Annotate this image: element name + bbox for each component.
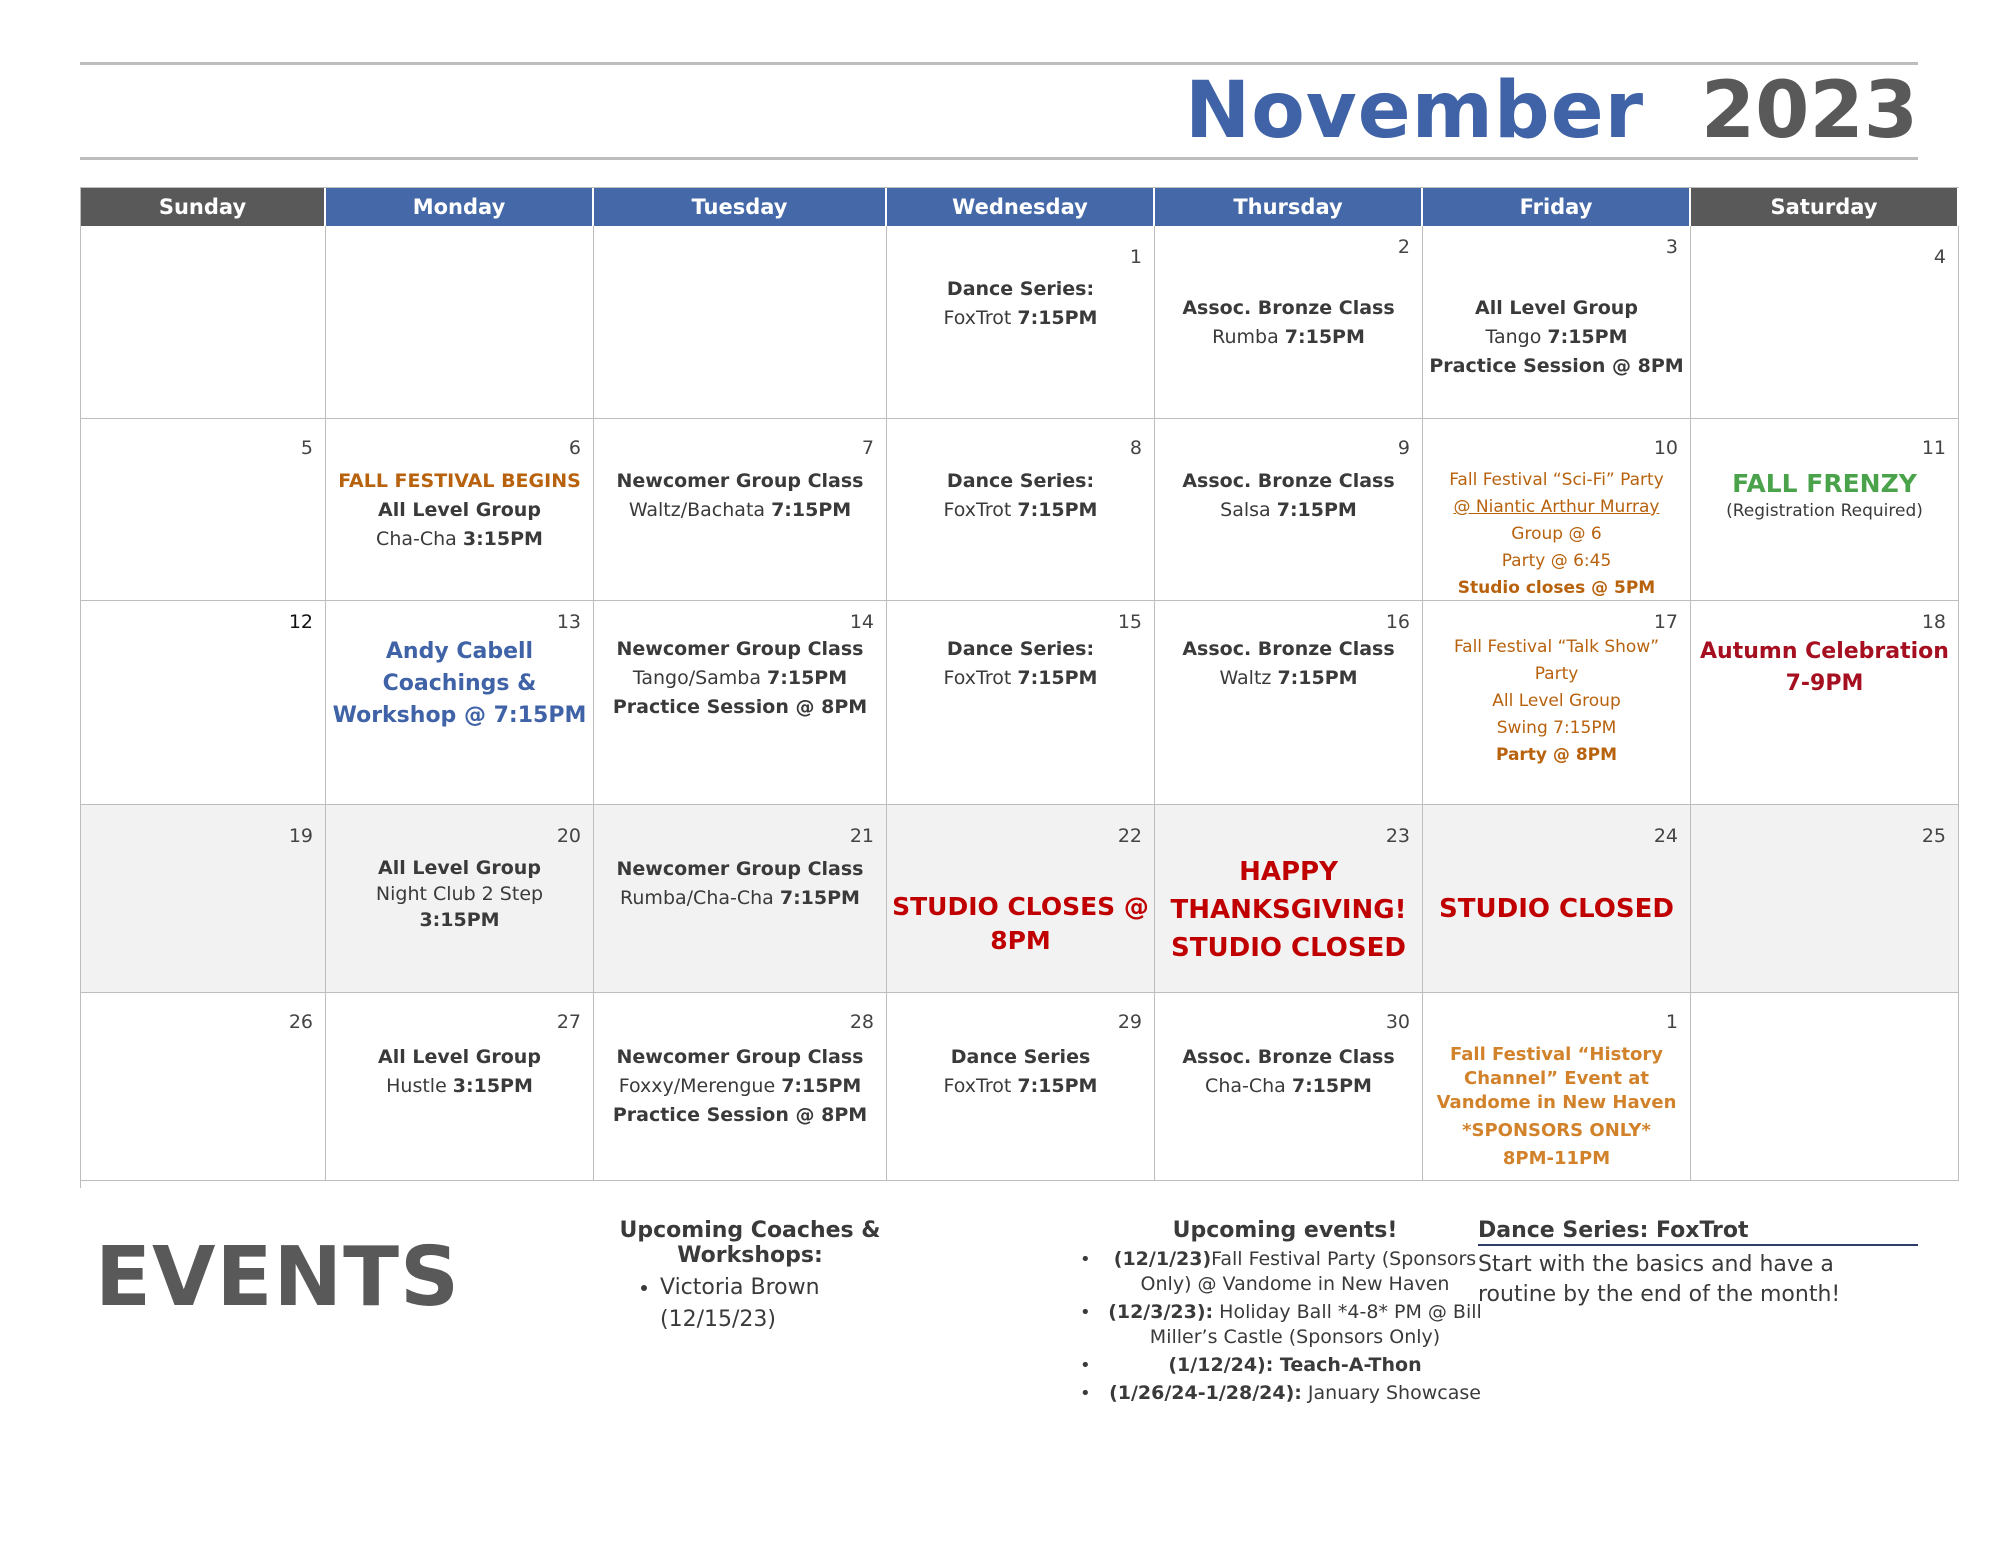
event-detail: Swing 7:15PM	[1496, 718, 1617, 738]
event-detail	[594, 1072, 886, 1101]
event-title: Dance Series:	[946, 638, 1095, 660]
day-number: 27	[556, 1011, 581, 1033]
day-events	[887, 275, 1154, 333]
day-number: 6	[568, 437, 581, 459]
event-holiday: HAPPY	[1239, 857, 1338, 887]
coach-item: • Victoria Brown (12/15/23)	[660, 1272, 940, 1336]
event-time: 7:15PM	[781, 1075, 862, 1097]
event-style: Cha-Cha	[1205, 1075, 1292, 1097]
weekday-wednesday: Wednesday	[887, 188, 1155, 226]
weekday-monday: Monday	[326, 188, 594, 226]
day-number: 23	[1385, 825, 1410, 847]
weekday-saturday: Saturday	[1691, 188, 1959, 226]
coaches-list	[560, 1272, 940, 1336]
event-time: 7:15PM	[767, 667, 848, 689]
event-fall-frenzy: FALL FRENZY	[1732, 469, 1917, 498]
event-style: FoxTrot	[943, 499, 1018, 521]
day-number: 1	[1129, 246, 1142, 268]
event-style: FoxTrot	[943, 307, 1018, 329]
day-cell-empty	[81, 226, 326, 419]
day-cell-3	[1423, 226, 1691, 419]
event-autumn-celebration: Autumn Celebration	[1700, 639, 1949, 664]
event-style: Foxxy/Merengue	[618, 1075, 782, 1097]
event-style: Night Club 2 Step	[375, 883, 544, 905]
day-cell-10	[1423, 419, 1691, 601]
event-detail	[326, 1072, 593, 1101]
day-cell-1	[887, 226, 1155, 419]
upcoming-text: Fall Festival Party (Sponsors Only) @ Vandome in New Haven	[1140, 1248, 1477, 1295]
day-cell-16	[1155, 601, 1423, 805]
upcoming-heading: Upcoming events!	[1172, 1218, 1398, 1243]
day-cell-19	[81, 805, 326, 993]
day-number: 12	[288, 611, 313, 633]
event-time: 7:15PM	[1276, 499, 1357, 521]
day-number: 22	[1117, 825, 1142, 847]
event-style: Rumba/Cha-Cha	[620, 887, 780, 909]
day-cell-20	[326, 805, 594, 993]
event-title: Newcomer Group Class	[616, 1046, 864, 1068]
day-number: 16	[1385, 611, 1410, 633]
day-events	[1155, 635, 1422, 693]
day-number: 29	[1117, 1011, 1142, 1033]
day-number: 13	[556, 611, 581, 633]
event-festival: Fall Festival “History	[1450, 1044, 1663, 1065]
event-festival: FALL FESTIVAL BEGINS	[338, 470, 581, 492]
event-time: 7:15PM	[1017, 1075, 1098, 1097]
weekday-sunday: Sunday	[81, 188, 326, 226]
upcoming-date: (1/26/24-1/28/24):	[1109, 1382, 1302, 1404]
event-time: 7-9PM	[1785, 671, 1864, 696]
dance-series-heading: Dance Series: FoxTrot	[1478, 1218, 1918, 1246]
event-time: 7:15PM	[1277, 667, 1358, 689]
top-rule	[80, 62, 1918, 65]
event-time: 3:15PM	[452, 1075, 533, 1097]
event-time: 7:15PM	[779, 887, 860, 909]
upcoming-date: (1/12/24): Teach-A-Thon	[1168, 1354, 1422, 1376]
day-cell-27	[326, 993, 594, 1181]
day-number: 1	[1665, 1011, 1678, 1033]
day-events	[1691, 636, 1958, 700]
day-number: 9	[1397, 437, 1410, 459]
day-events	[1691, 469, 1958, 525]
day-number: 11	[1921, 437, 1946, 459]
event-title: Dance Series:	[946, 278, 1095, 300]
dance-series-section	[1478, 1218, 1918, 1310]
upcoming-date: (12/3/23):	[1108, 1301, 1214, 1323]
day-cell-13	[326, 601, 594, 805]
event-detail	[326, 525, 593, 554]
event-practice: Practice Session @ 8PM	[612, 696, 868, 718]
event-time: 7:15PM	[1017, 499, 1098, 521]
day-number: 3	[1665, 236, 1678, 258]
day-number: 18	[1921, 611, 1946, 633]
event-time: 7:15PM	[1017, 667, 1098, 689]
day-cell-12	[81, 601, 326, 805]
day-events	[594, 855, 886, 913]
event-coach: Andy Cabell	[385, 639, 534, 664]
event-style: Rumba	[1212, 326, 1285, 348]
coaches-heading: Upcoming Coaches & Workshops:	[619, 1218, 881, 1268]
event-detail	[1155, 664, 1422, 693]
event-studio-closed: STUDIO CLOSED	[1171, 933, 1406, 963]
day-events	[1423, 890, 1690, 928]
month-title: November	[1185, 66, 1645, 156]
event-title: All Level Group	[1475, 297, 1638, 319]
weekday-friday: Friday	[1423, 188, 1691, 226]
weekday-thursday: Thursday	[1155, 188, 1423, 226]
day-cell-11	[1691, 419, 1959, 601]
event-group-time: Group @ 6	[1511, 524, 1602, 544]
event-sponsors-note: *SPONSORS ONLY*	[1462, 1120, 1651, 1141]
day-number: 15	[1117, 611, 1142, 633]
event-detail	[1155, 1072, 1422, 1101]
event-title: Assoc. Bronze Class	[1182, 638, 1395, 660]
upcoming-item	[1070, 1381, 1500, 1406]
day-number: 26	[288, 1011, 313, 1033]
event-title: Newcomer Group Class	[616, 470, 864, 492]
event-title: Newcomer Group Class	[616, 858, 864, 880]
day-cell-28	[594, 993, 887, 1181]
day-events	[326, 636, 593, 732]
upcoming-item	[1070, 1353, 1500, 1378]
day-events	[1155, 853, 1422, 967]
weekday-tuesday: Tuesday	[594, 188, 887, 226]
day-number: 19	[288, 825, 313, 847]
event-style: Tango/Samba	[632, 667, 768, 689]
event-location-link[interactable]: @ Niantic Arthur Murray	[1453, 497, 1660, 517]
title-rule	[80, 157, 1918, 160]
day-cell-7	[594, 419, 887, 601]
day-events	[1423, 1043, 1690, 1171]
day-cell-9	[1155, 419, 1423, 601]
day-number: 24	[1653, 825, 1678, 847]
event-title: Assoc. Bronze Class	[1182, 1046, 1395, 1068]
event-title: Assoc. Bronze Class	[1182, 470, 1395, 492]
upcoming-events-section	[1070, 1218, 1500, 1409]
calendar-grid	[80, 187, 1959, 1188]
year-title: 2023	[1700, 66, 1918, 156]
day-events	[1423, 294, 1690, 381]
day-events	[1155, 467, 1422, 525]
day-cell-14	[594, 601, 887, 805]
day-number: 21	[849, 825, 874, 847]
day-number: 30	[1385, 1011, 1410, 1033]
event-coach: Workshop @ 7:15PM	[332, 703, 587, 728]
day-number: 8	[1129, 437, 1142, 459]
event-time: 3:15PM	[419, 909, 500, 931]
event-title: Dance Series:	[946, 470, 1095, 492]
day-cell-18	[1691, 601, 1959, 805]
event-detail	[1155, 323, 1422, 352]
upcoming-date: (12/1/23)	[1113, 1248, 1212, 1270]
event-festival: Fall Festival “Sci-Fi” Party	[1449, 470, 1664, 490]
day-events	[326, 1043, 593, 1101]
day-cell-26	[81, 993, 326, 1181]
event-detail	[594, 884, 886, 913]
event-title: All Level Group	[378, 857, 541, 879]
day-number: 14	[849, 611, 874, 633]
day-cell-22	[887, 805, 1155, 993]
coaches-section	[560, 1218, 940, 1336]
event-festival: Channel” Event at	[1464, 1068, 1649, 1089]
event-style: Salsa	[1220, 499, 1277, 521]
day-number: 28	[849, 1011, 874, 1033]
day-number: 17	[1653, 611, 1678, 633]
event-detail	[594, 496, 886, 525]
event-practice: Practice Session @ 8PM	[612, 1104, 868, 1126]
day-cell-empty	[326, 226, 594, 419]
event-party-time: Party @ 8PM	[1495, 745, 1618, 765]
event-location: Vandome in New Haven	[1436, 1092, 1677, 1113]
day-events	[887, 1043, 1154, 1101]
event-title: All Level Group	[378, 499, 541, 521]
day-number: 7	[861, 437, 874, 459]
day-cell-17	[1423, 601, 1691, 805]
day-cell-23	[1155, 805, 1423, 993]
event-detail	[887, 304, 1154, 333]
upcoming-item	[1070, 1247, 1500, 1297]
event-style: Tango	[1485, 326, 1548, 348]
event-title: All Level Group	[378, 1046, 541, 1068]
event-detail	[594, 664, 886, 693]
event-studio-closed: STUDIO CLOSED	[1439, 894, 1674, 924]
event-detail	[887, 664, 1154, 693]
day-cell-29	[887, 993, 1155, 1181]
dance-series-description: Start with the basics and have a routine by the end of the month!	[1478, 1252, 1841, 1307]
event-studio-closes: STUDIO CLOSES @	[892, 892, 1149, 921]
upcoming-text: January Showcase	[1301, 1382, 1481, 1404]
day-number: 25	[1921, 825, 1946, 847]
event-party-time: Party @ 6:45	[1501, 551, 1612, 571]
day-events	[1423, 634, 1690, 769]
day-number: 2	[1397, 236, 1410, 258]
event-studio-closes: Studio closes @ 5PM	[1457, 578, 1656, 598]
event-style: Cha-Cha	[376, 528, 463, 550]
day-events	[887, 890, 1154, 958]
day-cell-dec-1	[1423, 993, 1691, 1181]
events-title: EVENTS	[95, 1230, 461, 1325]
upcoming-list	[1070, 1247, 1500, 1406]
day-events	[1155, 1043, 1422, 1101]
event-detail	[1423, 323, 1690, 352]
event-coach: Coachings &	[382, 671, 537, 696]
event-style: Waltz/Bachata	[628, 499, 772, 521]
day-cell-21	[594, 805, 887, 993]
day-events	[594, 1043, 886, 1130]
event-title: All Level Group	[1492, 691, 1621, 711]
day-cell-24	[1423, 805, 1691, 993]
day-cell-6	[326, 419, 594, 601]
day-events	[326, 855, 593, 933]
day-cell-5	[81, 419, 326, 601]
day-events	[887, 467, 1154, 525]
event-title: Dance Series	[950, 1046, 1091, 1068]
event-time: 7:15PM	[1284, 326, 1365, 348]
event-time: 7:15PM	[1547, 326, 1628, 348]
day-events	[887, 635, 1154, 693]
day-number: 5	[300, 437, 313, 459]
event-time: 3:15PM	[462, 528, 543, 550]
event-style: FoxTrot	[943, 1075, 1018, 1097]
event-detail	[887, 1072, 1154, 1101]
day-cell-15	[887, 601, 1155, 805]
event-style: Waltz	[1219, 667, 1278, 689]
event-time: 7:15PM	[1291, 1075, 1372, 1097]
day-cell-empty	[1691, 993, 1959, 1181]
day-cell-8	[887, 419, 1155, 601]
event-title: Newcomer Group Class	[616, 638, 864, 660]
event-time: 8PM	[990, 926, 1051, 955]
event-detail	[1155, 496, 1422, 525]
event-style: Hustle	[386, 1075, 453, 1097]
day-events	[594, 467, 886, 525]
day-number: 10	[1653, 437, 1678, 459]
day-cell-25	[1691, 805, 1959, 993]
event-time: 7:15PM	[1017, 307, 1098, 329]
event-detail	[887, 496, 1154, 525]
day-cell-2	[1155, 226, 1423, 419]
event-festival: Party	[1534, 664, 1579, 684]
day-cell-4	[1691, 226, 1959, 419]
event-practice: Practice Session @ 8PM	[1429, 355, 1684, 377]
day-number: 4	[1933, 246, 1946, 268]
upcoming-item	[1070, 1300, 1500, 1350]
event-time: 7:15PM	[771, 499, 852, 521]
event-festival: Fall Festival “Talk Show”	[1453, 637, 1660, 657]
event-time: 8PM-11PM	[1502, 1148, 1611, 1169]
event-holiday: THANKSGIVING!	[1170, 895, 1407, 925]
upcoming-text: Holiday Ball *4-8* PM @ Bill Miller’s Castle (Sponsors Only)	[1149, 1301, 1482, 1348]
event-title: Assoc. Bronze Class	[1182, 297, 1395, 319]
day-number: 20	[556, 825, 581, 847]
event-note: (Registration Required)	[1726, 501, 1923, 521]
day-events	[1423, 467, 1690, 601]
event-style: FoxTrot	[943, 667, 1018, 689]
day-events	[326, 467, 593, 554]
day-cell-empty	[594, 226, 887, 419]
day-events	[1155, 294, 1422, 352]
day-cell-30	[1155, 993, 1423, 1181]
day-events	[594, 635, 886, 722]
